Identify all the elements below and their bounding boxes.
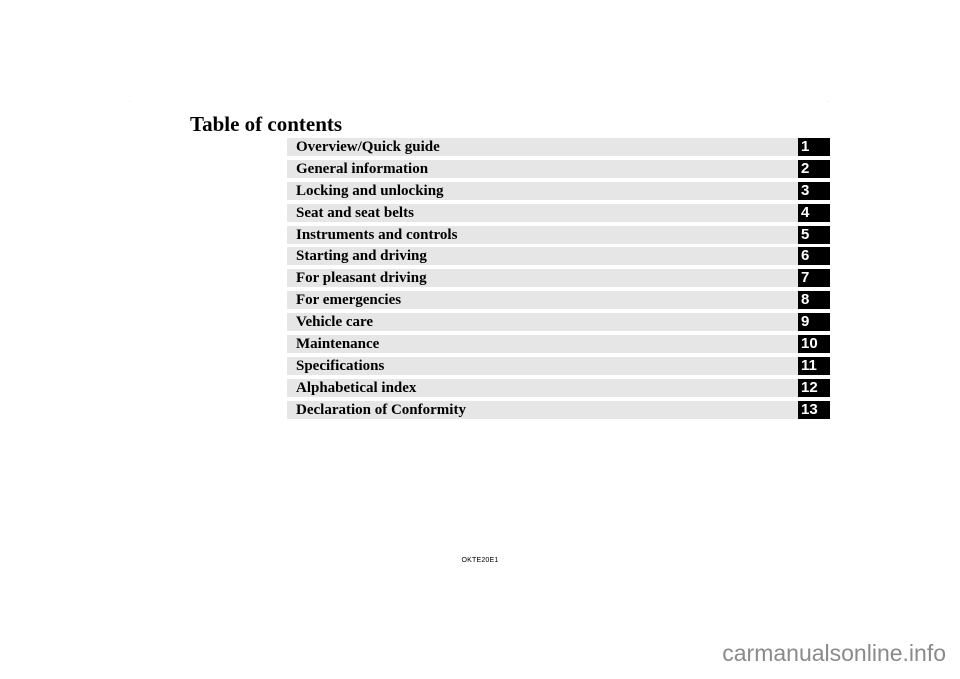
toc-item-label: For pleasant driving [287,269,787,287]
toc-item-spacer [787,269,798,287]
chapter-number-tab[interactable]: 7 [798,269,830,287]
toc-item-spacer [787,226,798,244]
page-title: Table of contents [190,112,343,136]
toc-item-declaration-of-conformity[interactable] [287,401,830,419]
corner-mark-right: . [828,98,830,104]
toc-item-specifications[interactable] [287,357,830,375]
toc-item-pleasant-driving[interactable] [287,269,830,287]
toc-item-spacer [787,160,798,178]
corner-mark-left: . [129,98,131,104]
chapter-number-tab[interactable]: 2 [798,160,830,178]
toc-item-label: Seat and seat belts [287,204,787,222]
toc-item-seats[interactable] [287,204,830,222]
chapter-number-tab[interactable]: 1 [798,138,830,156]
table-of-contents [287,138,830,419]
chapter-number-tab[interactable]: 8 [798,291,830,309]
toc-item-alphabetical-index[interactable] [287,379,830,397]
toc-item-overview[interactable] [287,138,830,156]
toc-item-spacer [787,291,798,309]
toc-item-label: Alphabetical index [287,379,787,397]
toc-item-vehicle-care[interactable] [287,313,830,331]
toc-item-spacer [787,313,798,331]
toc-item-general-information[interactable] [287,160,830,178]
toc-item-label: Maintenance [287,335,787,353]
chapter-number-tab[interactable]: 4 [798,204,830,222]
toc-item-spacer [787,247,798,265]
toc-item-locking[interactable] [287,182,830,200]
toc-item-spacer [787,379,798,397]
chapter-number-tab[interactable]: 13 [798,401,830,419]
toc-item-label: For emergencies [287,291,787,309]
chapter-number-tab[interactable]: 6 [798,247,830,265]
toc-item-spacer [787,182,798,200]
toc-item-maintenance[interactable] [287,335,830,353]
toc-item-spacer [787,204,798,222]
chapter-number-tab[interactable]: 10 [798,335,830,353]
toc-item-starting-driving[interactable] [287,247,830,265]
chapter-number-tab[interactable]: 11 [798,357,830,375]
toc-item-label: Overview/Quick guide [287,138,787,156]
toc-item-spacer [787,138,798,156]
toc-item-spacer [787,357,798,375]
toc-item-spacer [787,401,798,419]
toc-item-label: Locking and unlocking [287,182,787,200]
document-code: OKTE20E1 [461,557,499,564]
toc-item-label: General information [287,160,787,178]
watermark: carmanualsonline.info [722,640,946,666]
toc-item-spacer [787,335,798,353]
toc-item-instruments[interactable] [287,226,830,244]
toc-item-label: Starting and driving [287,247,787,265]
toc-item-label: Specifications [287,357,787,375]
chapter-number-tab[interactable]: 9 [798,313,830,331]
chapter-number-tab[interactable]: 12 [798,379,830,397]
toc-item-label: Vehicle care [287,313,787,331]
chapter-number-tab[interactable]: 3 [798,182,830,200]
toc-item-label: Instruments and controls [287,226,787,244]
toc-item-label: Declaration of Conformity [287,401,787,419]
chapter-number-tab[interactable]: 5 [798,226,830,244]
toc-item-emergencies[interactable] [287,291,830,309]
